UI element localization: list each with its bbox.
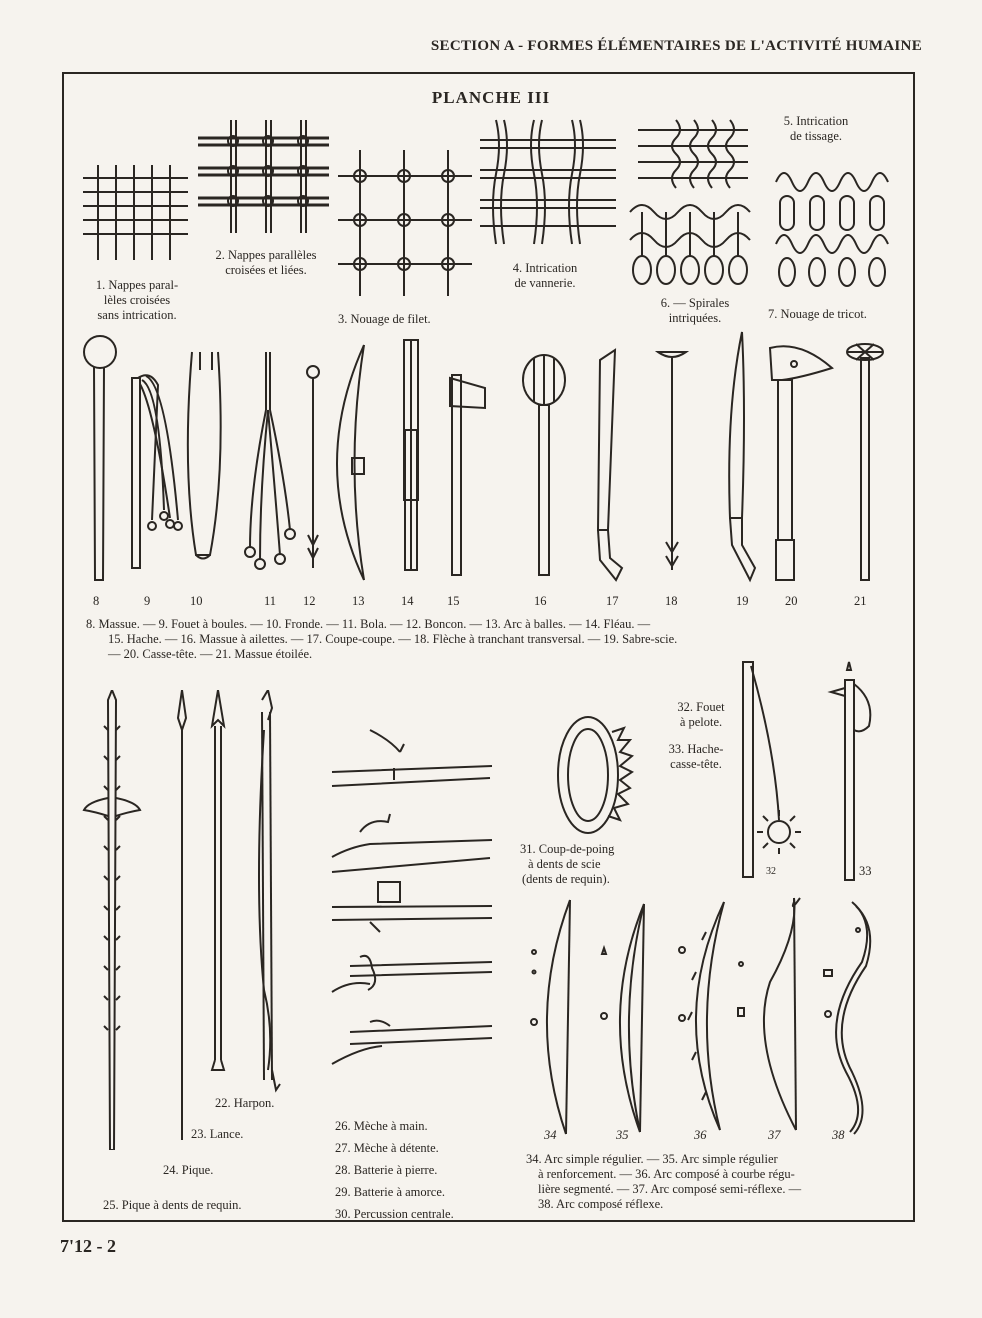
fig22-harpoon bbox=[259, 690, 280, 1090]
fig4-basketry-illustration bbox=[478, 118, 618, 248]
fig5-caption: 5. Intrication de tissage. bbox=[783, 114, 849, 143]
bows-legend: 34. Arc simple régulier. — 35. Arc simple régulier à renforcement. — 36. Arc composé à courbe régu- lière segmenté. — 37. Arc composé semi-réflexe. — 38. Arc composé réflexe. bbox=[526, 1152, 802, 1211]
fig2-caption: 2. Nappes parallèles croisées et liées. bbox=[215, 248, 317, 277]
fig23-lance bbox=[212, 690, 224, 1070]
fig32-number: 32 bbox=[766, 866, 776, 877]
fig17-machete bbox=[598, 350, 622, 580]
fig36-composite-bow bbox=[679, 902, 724, 1130]
fig25-caption: 25. Pique à dents de requin. bbox=[103, 1198, 242, 1212]
fig21-star-club bbox=[847, 344, 883, 580]
fig22-caption: 22. Harpon. bbox=[215, 1096, 275, 1110]
fig35-number: 35 bbox=[616, 1128, 629, 1142]
fig12-blunt-arrow bbox=[307, 366, 319, 568]
fig15-number: 15 bbox=[447, 594, 460, 608]
fig11-bola bbox=[245, 352, 295, 569]
bows-illustration bbox=[520, 892, 890, 1142]
fig2-tied-layers-illustration bbox=[196, 118, 331, 236]
fig16-flanged-mace bbox=[523, 355, 565, 575]
fig18-chisel-arrow bbox=[658, 352, 686, 570]
fig30-center-fire bbox=[332, 1021, 492, 1064]
fig6-spirals-illustration bbox=[626, 200, 754, 292]
fig14-flail bbox=[404, 340, 418, 570]
fig12-number: 12 bbox=[303, 594, 316, 608]
fig14-number: 14 bbox=[401, 594, 414, 608]
fig10-sling bbox=[188, 352, 221, 559]
fig6-caption: 6. — Spirales intriquées. bbox=[660, 296, 730, 325]
fig32-33-illustration bbox=[735, 660, 875, 890]
fig38-number: 38 bbox=[832, 1128, 845, 1142]
fig33-war-axe bbox=[831, 662, 870, 880]
fig28-flintlock bbox=[332, 882, 492, 932]
firearm-mechanisms-illustration bbox=[330, 722, 502, 1092]
fig8-number: 8 bbox=[93, 594, 100, 608]
fig8-club bbox=[84, 336, 116, 580]
fig10-number: 10 bbox=[190, 594, 203, 608]
fig25-shark-tooth-pike bbox=[84, 690, 140, 1150]
fig33-caption: 33. Hache- casse-tête. bbox=[668, 742, 724, 771]
plate-title: PLANCHE III bbox=[431, 88, 551, 107]
fig24-caption: 24. Pique. bbox=[163, 1163, 214, 1177]
fig32-caption: 32. Fouet à pelote. bbox=[677, 700, 725, 729]
fig20-club-head bbox=[770, 346, 832, 580]
fig13-pellet-bow bbox=[337, 345, 364, 580]
fig3-net-knot-illustration bbox=[336, 148, 474, 298]
fig3-caption: 3. Nouage de filet. bbox=[338, 312, 431, 326]
section-header: SECTION A - FORMES ÉLÉMENTAIRES DE L'ACTIVITÉ HUMAINE bbox=[430, 38, 922, 54]
fig1-caption: 1. Nappes paral- lèles croisées sans intrication. bbox=[95, 278, 179, 322]
fig36-number: 36 bbox=[694, 1128, 707, 1142]
fig34-simple-bow bbox=[531, 900, 570, 1134]
fig33-number: 33 bbox=[859, 864, 872, 878]
fig31-caption: 31. Coup-de-poing à dents de scie (dents de requin). bbox=[520, 842, 615, 886]
weapons-8-21-illustration bbox=[70, 330, 910, 592]
fig1-crossed-layers-illustration bbox=[78, 160, 193, 275]
fig20-number: 20 bbox=[785, 594, 798, 608]
fig26-hand-match bbox=[332, 730, 492, 786]
fig31-knuckle-duster-illustration bbox=[550, 710, 640, 840]
page-folio: 7'12 - 2 bbox=[60, 1236, 116, 1256]
fig32-ball-whip bbox=[743, 662, 801, 877]
fig9-number: 9 bbox=[144, 594, 151, 608]
fig19-number: 19 bbox=[736, 594, 749, 608]
weapons-legend: 8. Massue. — 9. Fouet à boules. — 10. Fronde. — 11. Bola. — 12. Boncon. — 13. Arc à balles. — 14. Fléau. — 15. Hache. — 16. Massue à ailettes. — 17. Coupe-coupe. — 18. Flèche à tranchant transversal. — 19. Sabre-scie. — 20. Casse-tête. — 21. Massue étoilée. bbox=[86, 617, 678, 661]
fig24-pike bbox=[178, 690, 186, 1140]
pikes-spears-illustration bbox=[78, 690, 300, 1150]
fig35-reinforced-bow bbox=[601, 904, 644, 1132]
fig11-number: 11 bbox=[264, 594, 277, 608]
fig15-axe bbox=[450, 375, 485, 575]
fig29-percussion-cap bbox=[332, 956, 492, 992]
fig16-number: 16 bbox=[534, 594, 547, 608]
fig17-number: 17 bbox=[606, 594, 619, 608]
fig7-caption: 7. Nouage de tricot. bbox=[768, 307, 867, 321]
fig37-number: 37 bbox=[768, 1128, 781, 1142]
fig23-caption: 23. Lance. bbox=[191, 1127, 244, 1141]
fig37-semi-reflex-bow bbox=[738, 898, 800, 1130]
fig19-saw-sword bbox=[729, 332, 755, 580]
fig13-number: 13 bbox=[352, 594, 365, 608]
firearms-legend: 26. Mèche à main. 27. Mèche à détente. 28. Batterie à pierre. 29. Batterie à amorce. 30. Percussion centrale. bbox=[335, 1119, 454, 1221]
fig5-weaving-illustration bbox=[636, 118, 751, 192]
fig27-trigger-match bbox=[332, 814, 492, 872]
fig18-number: 18 bbox=[665, 594, 678, 608]
fig7-knitting-illustration bbox=[770, 164, 892, 294]
fig34-number: 34 bbox=[544, 1128, 557, 1142]
fig38-reflex-bow bbox=[824, 902, 870, 1134]
fig9-ball-whip bbox=[132, 375, 182, 568]
fig4-caption: 4. Intrication de vannerie. bbox=[512, 261, 578, 290]
fig21-number: 21 bbox=[854, 594, 867, 608]
